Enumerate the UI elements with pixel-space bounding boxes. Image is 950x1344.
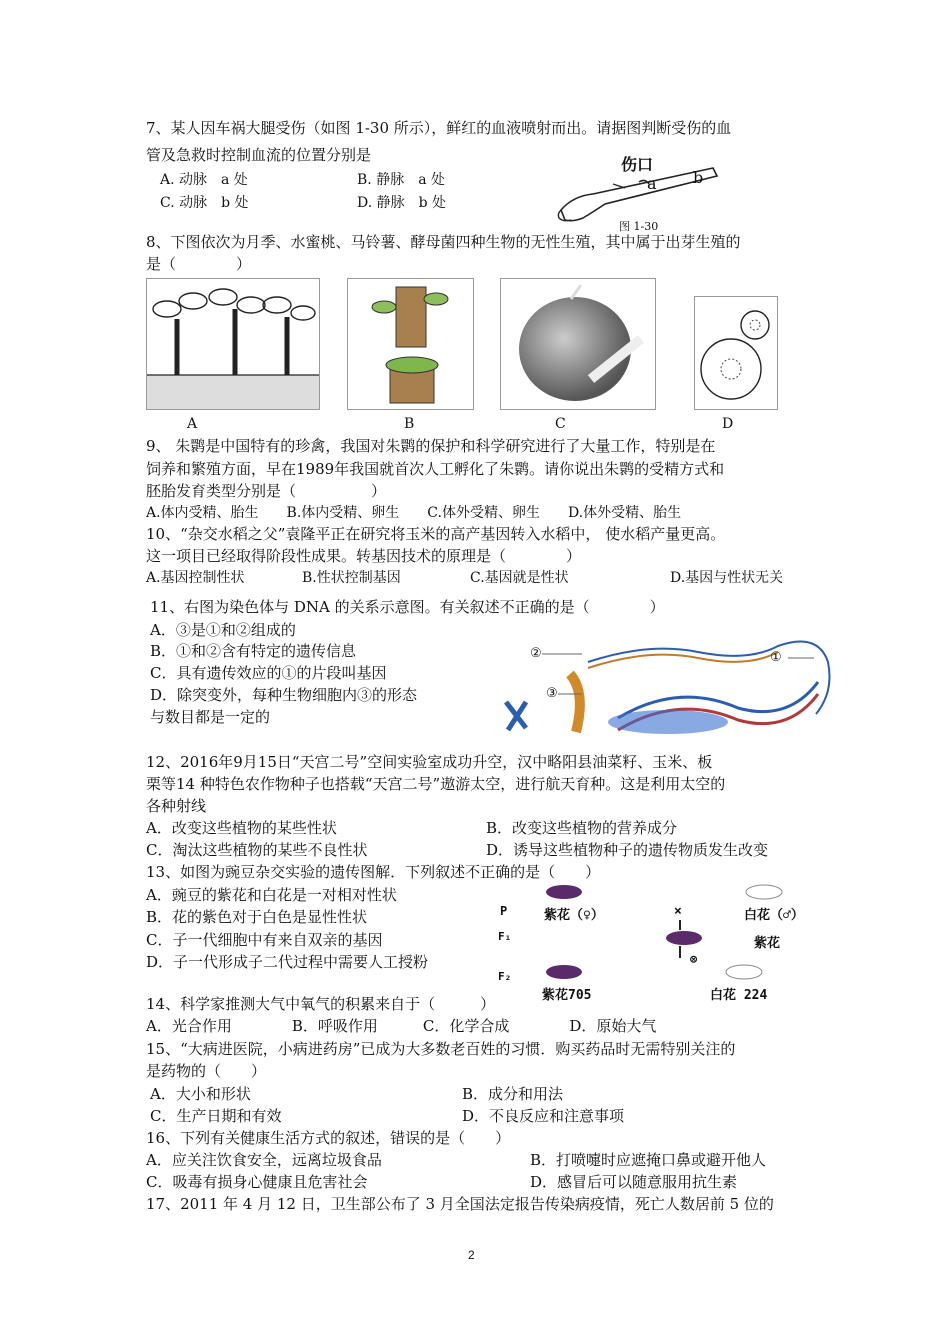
label-circle-2: ②: [530, 646, 542, 661]
q7-option-c: C. 动脉 b 处: [160, 195, 249, 211]
q10-line2: 这一项目已经取得阶段性成果。转基因技术的原理是（ ）: [146, 547, 582, 565]
white-flower-male-label: 白花（♂）: [744, 908, 804, 923]
q13-option-d: D．子一代形成子二代过程中需要人工授粉: [146, 953, 429, 971]
q15-option-d: D．不良反应和注意事项: [462, 1107, 625, 1125]
figure-caption: 图 1-30: [619, 220, 659, 233]
q7-option-b: B. 静脉 a 处: [357, 172, 445, 188]
q12-line1: 12、2016年9月15日“天宫二号”空间实验室成功升空，汉中略阳县油菜籽、玉米、板: [146, 753, 713, 771]
q15-line1: 15、“大病进医院，小病进药房”已成为大多数老百姓的习惯．购买药品时无需特别关注的: [146, 1040, 736, 1058]
wound-label: 伤口: [621, 155, 654, 174]
q16-option-d: D．感冒后可以随意服用抗生素: [530, 1173, 738, 1191]
q10-line1: 10、“杂交水稻之父”袁隆平正在研究将玉米的高产基因转入水稻中， 使水稻产量更高。: [146, 525, 726, 543]
cross-symbol: ×: [674, 904, 682, 919]
q11-option-d-line1: D．除突变外，每种生物细胞内③的形态: [150, 686, 418, 704]
q7-line1: 7、某人因车祸大腿受伤（如图 1-30 所示），鲜红的血液喷射而出。请据图判断受伤的血: [146, 119, 732, 137]
q15-option-c: C．生产日期和有效: [150, 1107, 282, 1125]
yeast-budding-image: [694, 296, 778, 410]
point-b-label: b: [693, 168, 704, 187]
q11-option-c: C．具有遗传效应的①的片段叫基因: [150, 664, 387, 682]
q10-option-b: B.性状控制基因: [302, 570, 401, 586]
q16-option-a: A．应关注饮食安全，远离垃圾食品: [146, 1151, 382, 1169]
q15-line2: 是药物的（ ）: [146, 1062, 267, 1080]
q12-option-d: D．诱导这些植物种子的遗传物质发生改变: [486, 841, 769, 859]
q12-option-a: A．改变这些植物的某些性状: [146, 819, 337, 837]
q7-line2: 管及急救时控制血流的位置分别是: [146, 146, 372, 164]
generation-p-label: P: [500, 904, 508, 918]
potato-image: [500, 278, 656, 410]
q16-option-b: B．打喷嚏时应遮掩口鼻或避开他人: [530, 1151, 767, 1169]
q10-option-d: D.基因与性状无关: [670, 570, 784, 586]
q13-option-a: A．豌豆的紫花和白花是一对相对性状: [146, 886, 397, 904]
q8-line2: 是（ ）: [146, 255, 252, 273]
generation-f2-label: F₂: [498, 970, 512, 983]
point-a-label: a: [647, 174, 657, 193]
q9-line1: 9、 朱鹮是中国特有的珍禽，我国对朱鹮的保护和科学研究进行了大量工作，特别是在: [146, 437, 716, 455]
f2-purple-count-label: 紫花705: [542, 988, 592, 1003]
q12-option-c: C．淘汰这些植物的某些不良性状: [146, 841, 368, 859]
q12-option-b: B．改变这些植物的营养成分: [486, 819, 678, 837]
self-pollination-symbol: ⊗: [690, 952, 698, 966]
purple-flower-female-label: 紫花（♀）: [544, 908, 604, 923]
f2-white-count-label: 白花 224: [710, 988, 768, 1003]
q9-line2: 饲养和繁殖方面，早在1989年我国就首次人工孵化了朱鹮。请你说出朱鹮的受精方式和: [146, 460, 725, 478]
q14-line1: 14、科学家推测大气中氧气的积累来自于（ ）: [146, 995, 496, 1013]
f1-purple-flower-label: 紫花: [754, 936, 781, 951]
image-label-b: B: [404, 416, 415, 432]
chromosome-dna-figure: [498, 622, 838, 746]
q15-option-b: B．成分和用法: [462, 1085, 564, 1103]
q8-line1: 8、下图依次为月季、水蜜桃、马铃薯、酵母菌四种生物的无性生殖，其中属于出芽生殖的: [146, 233, 741, 251]
q11-option-d-line2: 与数目都是一定的: [150, 708, 271, 726]
rose-cutting-image: [146, 278, 320, 410]
q14-options: A．光合作用 B．呼吸作用 C．化学合成 D．原始大气: [146, 1017, 657, 1035]
page-number: 2: [468, 1248, 475, 1262]
q12-line2: 栗等14 种特色农作物种子也搭载“天宫二号”遨游太空，进行航天育种。这是利用太空的: [146, 775, 726, 793]
q15-option-a: A．大小和形状: [150, 1085, 251, 1103]
q16-line1: 16、下列有关健康生活方式的叙述，错误的是（ ）: [146, 1129, 511, 1147]
q7-option-a: A. 动脉 a 处: [160, 172, 248, 188]
q7-option-d: D. 静脉 b 处: [357, 195, 447, 211]
image-label-d: D: [722, 416, 734, 432]
q9-options: A.体内受精、胎生 B.体内受精、卵生 C.体外受精、卵生 D.体外受精、胎生: [146, 505, 682, 521]
leg-wound-figure: [553, 148, 723, 232]
peach-grafting-image: [347, 278, 474, 410]
q11-line1: 11、右图为染色体与 DNA 的关系示意图。有关叙述不正确的是（ ）: [150, 598, 665, 616]
q11-option-b: B．①和②含有特定的遗传信息: [150, 642, 357, 660]
q9-line3: 胚胎发育类型分别是（ ）: [146, 482, 387, 500]
q13-line1: 13、如图为豌豆杂交实验的遗传图解．下列叙述不正确的是（ ）: [146, 863, 601, 881]
label-circle-1: ①: [770, 650, 782, 665]
q13-option-c: C．子一代细胞中有来自双亲的基因: [146, 931, 383, 949]
image-label-a: A: [187, 416, 198, 432]
q11-option-a: A．③是①和②组成的: [150, 621, 296, 639]
pea-cross-diagram: [494, 880, 866, 1003]
q16-option-c: C．吸毒有损身心健康且危害社会: [146, 1173, 368, 1191]
label-circle-3: ③: [546, 686, 558, 701]
q12-line3: 各种射线: [146, 797, 207, 815]
image-label-c: C: [555, 416, 566, 432]
q10-option-c: C.基因就是性状: [470, 570, 569, 586]
generation-f1-label: F₁: [498, 930, 512, 943]
q13-option-b: B．花的紫色对于白色是显性性状: [146, 908, 368, 926]
q17-line1: 17、2011 年 4 月 12 日，卫生部公布了 3 月全国法定报告传染病疫情，死亡人数居前 5 位的: [146, 1195, 774, 1213]
q10-option-a: A.基因控制性状: [146, 570, 245, 586]
